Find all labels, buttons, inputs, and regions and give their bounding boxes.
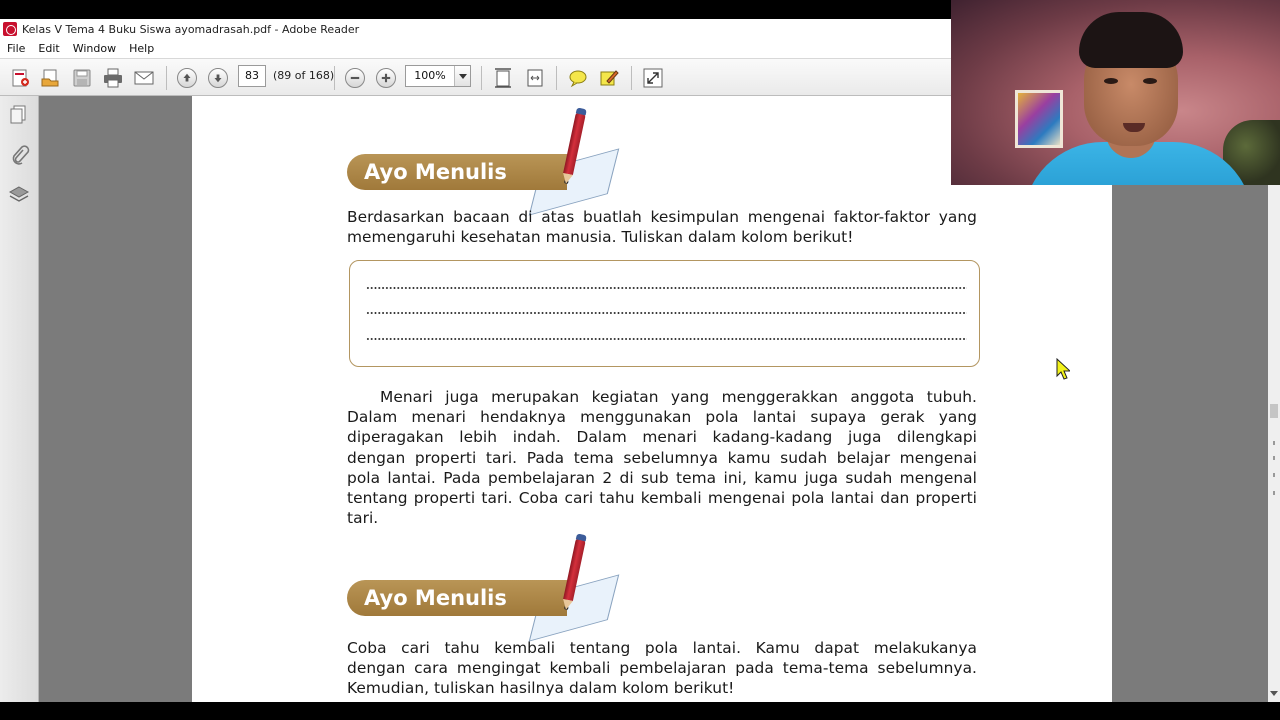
page-count-label: (89 of 168) <box>273 69 335 82</box>
scroll-tick <box>1273 491 1275 495</box>
fit-width-icon[interactable] <box>523 66 547 90</box>
paragraph-line: Menari juga merupakan kegiatan yang menggerakkan anggota tubuh. <box>380 388 977 406</box>
document-viewport[interactable] <box>39 96 1268 702</box>
menu-edit[interactable]: Edit <box>38 42 60 55</box>
zoom-out-icon[interactable] <box>343 66 367 90</box>
scroll-tick <box>1273 441 1275 445</box>
section-heading: Ayo Menulis <box>364 160 507 184</box>
dotted-line <box>366 287 967 289</box>
toolbar <box>0 58 952 96</box>
mouse-cursor-icon <box>1056 358 1070 380</box>
instruction-paragraph <box>347 207 977 247</box>
paragraph-line: tari. <box>347 509 379 528</box>
paragraph-line: Kemudian, tuliskan hasilnya dalam kolom berikut! <box>347 679 735 698</box>
paragraph-line: tentang properti tari. Coba cari tahu kembali mengenai pola lantai dan properti <box>347 489 977 508</box>
section-heading-banner <box>347 580 567 616</box>
scroll-tick <box>1273 473 1275 477</box>
answer-box <box>349 260 980 367</box>
webcam-overlay <box>951 0 1280 185</box>
paragraph-line: diperagakan lebih indah. Dalam menari kadang-kadang juga dilengkapi <box>347 428 977 447</box>
presenter-eye <box>1143 78 1157 84</box>
dotted-line <box>366 338 967 340</box>
title-bar <box>0 19 952 39</box>
pdf-page <box>192 96 1112 702</box>
toolbar-separator <box>631 66 632 90</box>
paragraph-line: Coba cari tahu kembali tentang pola lantai. Kamu dapat melakukanya <box>347 639 977 657</box>
scrollbar-thumb[interactable] <box>1270 404 1278 418</box>
next-page-icon[interactable] <box>206 66 230 90</box>
section-heading: Ayo Menulis <box>364 586 507 610</box>
vertical-scrollbar[interactable] <box>1268 96 1280 702</box>
menu-help[interactable]: Help <box>129 42 155 55</box>
paragraph-line: memengaruhi kesehatan manusia. Tuliskan dalam kolom berikut! <box>347 228 854 247</box>
create-pdf-icon[interactable] <box>8 66 32 90</box>
paragraph-line: dengan properti tari. Pada tema sebelumnya kamu sudah belajar mengenai <box>347 448 977 467</box>
presenter-hair <box>1079 12 1183 68</box>
page-number-input[interactable]: 83 <box>238 65 266 87</box>
dotted-line <box>366 312 967 314</box>
toolbar-separator <box>556 66 557 90</box>
window-title: Kelas V Tema 4 Buku Siswa ayomadrasah.pdf - Adobe Reader <box>22 22 360 36</box>
paragraph-line: pola lantai. Pada pembelajaran 2 di sub tema ini, kamu juga sudah mengenal <box>347 468 977 487</box>
menu-bar <box>0 39 952 58</box>
paragraph-line: Dalam menari hendaknya menggunakan pola lantai supaya gerak yang <box>347 408 977 427</box>
scroll-down-icon[interactable] <box>1270 691 1278 700</box>
chevron-down-icon[interactable] <box>454 66 470 86</box>
menu-file[interactable]: File <box>7 42 26 55</box>
section-heading-banner <box>347 154 567 190</box>
save-icon[interactable] <box>70 66 94 90</box>
layers-icon[interactable] <box>8 184 30 206</box>
adobe-pdf-icon <box>3 22 17 36</box>
presenter-eye <box>1104 78 1118 84</box>
comment-icon[interactable] <box>566 66 590 90</box>
menu-window[interactable]: Window <box>72 42 117 55</box>
scroll-tick <box>1273 456 1275 460</box>
previous-page-icon[interactable] <box>175 66 199 90</box>
toolbar-separator <box>481 66 482 90</box>
body-paragraph <box>347 387 977 528</box>
paragraph-line: dengan cara mengingat kembali pembelajaran pada tema-tema sebelumnya. <box>347 659 977 678</box>
fullscreen-icon[interactable] <box>641 66 665 90</box>
zoom-in-icon[interactable] <box>374 66 398 90</box>
print-icon[interactable] <box>101 66 125 90</box>
paragraph-line: Berdasarkan bacaan di atas buatlah kesimpulan mengenai faktor-faktor yang <box>347 208 977 226</box>
open-icon[interactable] <box>38 66 62 90</box>
navigation-pane <box>0 96 39 702</box>
bottom-bar <box>0 702 1280 720</box>
zoom-value[interactable]: 100% <box>414 69 446 82</box>
zoom-select[interactable] <box>405 65 471 87</box>
email-icon[interactable] <box>132 66 156 90</box>
fit-page-icon[interactable] <box>491 66 515 90</box>
wall-poster <box>1015 90 1063 148</box>
pages-icon[interactable] <box>8 104 30 126</box>
attachments-icon[interactable] <box>8 144 30 166</box>
instruction-paragraph <box>347 638 977 699</box>
highlight-icon[interactable] <box>597 66 621 90</box>
toolbar-separator <box>166 66 167 90</box>
